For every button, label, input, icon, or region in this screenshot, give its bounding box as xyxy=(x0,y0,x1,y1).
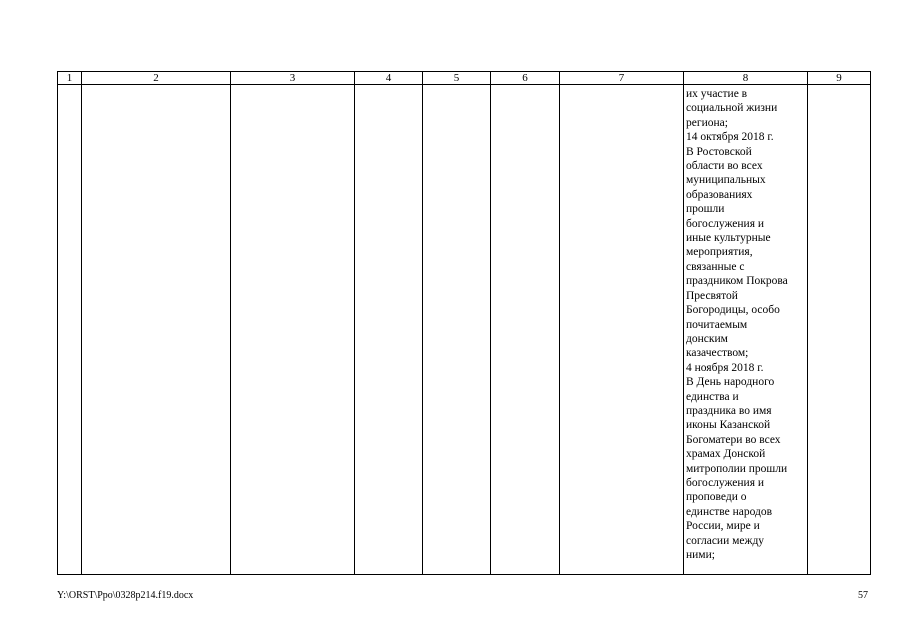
column-header-5: 5 xyxy=(423,72,491,85)
text-line: мероприятия, xyxy=(686,246,753,259)
text-line: единства и xyxy=(686,390,739,403)
column-header-8: 8 xyxy=(684,72,808,85)
cell-col-9 xyxy=(808,85,871,575)
text-line: проповеди о xyxy=(686,491,747,504)
text-line: 4 ноября 2018 г. xyxy=(686,361,764,374)
column-header-7: 7 xyxy=(560,72,684,85)
text-line: прошли xyxy=(686,203,725,216)
text-line: иконы Казанской xyxy=(686,419,771,432)
text-line: почитаемым xyxy=(686,318,748,331)
column-header-9: 9 xyxy=(808,72,871,85)
cell-col-6 xyxy=(491,85,560,575)
text-line: социальной жизни xyxy=(686,102,778,115)
text-line: 14 октября 2018 г. xyxy=(686,131,774,144)
column-header-4: 4 xyxy=(355,72,423,85)
text-line: связанные с xyxy=(686,260,745,273)
text-line: образованиях xyxy=(686,188,753,201)
text-line: Богородицы, особо xyxy=(686,304,780,317)
page-number: 57 xyxy=(858,590,868,601)
cell-col-8-text xyxy=(684,85,807,562)
footer-file-path: Y:\ORST\Ppo\0328p214.f19.docx xyxy=(57,590,194,601)
text-line: их участие в xyxy=(686,88,748,100)
text-line: региона; xyxy=(686,116,728,129)
text-line: России, мире и xyxy=(686,520,760,533)
table-row xyxy=(58,85,871,575)
cell-col-2 xyxy=(82,85,231,575)
column-header-2: 2 xyxy=(82,72,231,85)
text-line: храмах Донской xyxy=(686,448,766,461)
text-line: казачеством; xyxy=(686,347,749,360)
text-line: ними; xyxy=(686,549,715,561)
text-line: области во всех xyxy=(686,160,763,173)
text-line: иные культурные xyxy=(686,232,771,245)
text-line: донским xyxy=(686,332,728,345)
cell-col-4 xyxy=(355,85,423,575)
text-line: Богоматери во всех xyxy=(686,433,781,446)
column-header-6: 6 xyxy=(491,72,560,85)
text-line: богослужения и xyxy=(686,476,765,489)
text-line: единстве народов xyxy=(686,505,773,518)
text-line: согласии между xyxy=(686,534,765,547)
text-line: праздника во имя xyxy=(686,404,772,417)
text-line: богослужения и xyxy=(686,217,765,230)
text-line: В Ростовской xyxy=(686,145,752,158)
text-line: митрополии прошли xyxy=(686,462,788,475)
cell-col-3 xyxy=(231,85,355,575)
cell-col-7 xyxy=(560,85,684,575)
column-header-3: 3 xyxy=(231,72,355,85)
document-table xyxy=(57,71,871,575)
text-line: муниципальных xyxy=(686,174,766,187)
cell-col-5 xyxy=(423,85,491,575)
cell-col-1 xyxy=(58,85,82,575)
text-line: праздником Покрова xyxy=(686,275,788,288)
header-row xyxy=(58,72,871,85)
text-line: В День народного xyxy=(686,376,775,389)
column-header-1: 1 xyxy=(58,72,82,85)
text-line: Пресвятой xyxy=(686,289,738,302)
cell-col-8 xyxy=(684,85,808,575)
